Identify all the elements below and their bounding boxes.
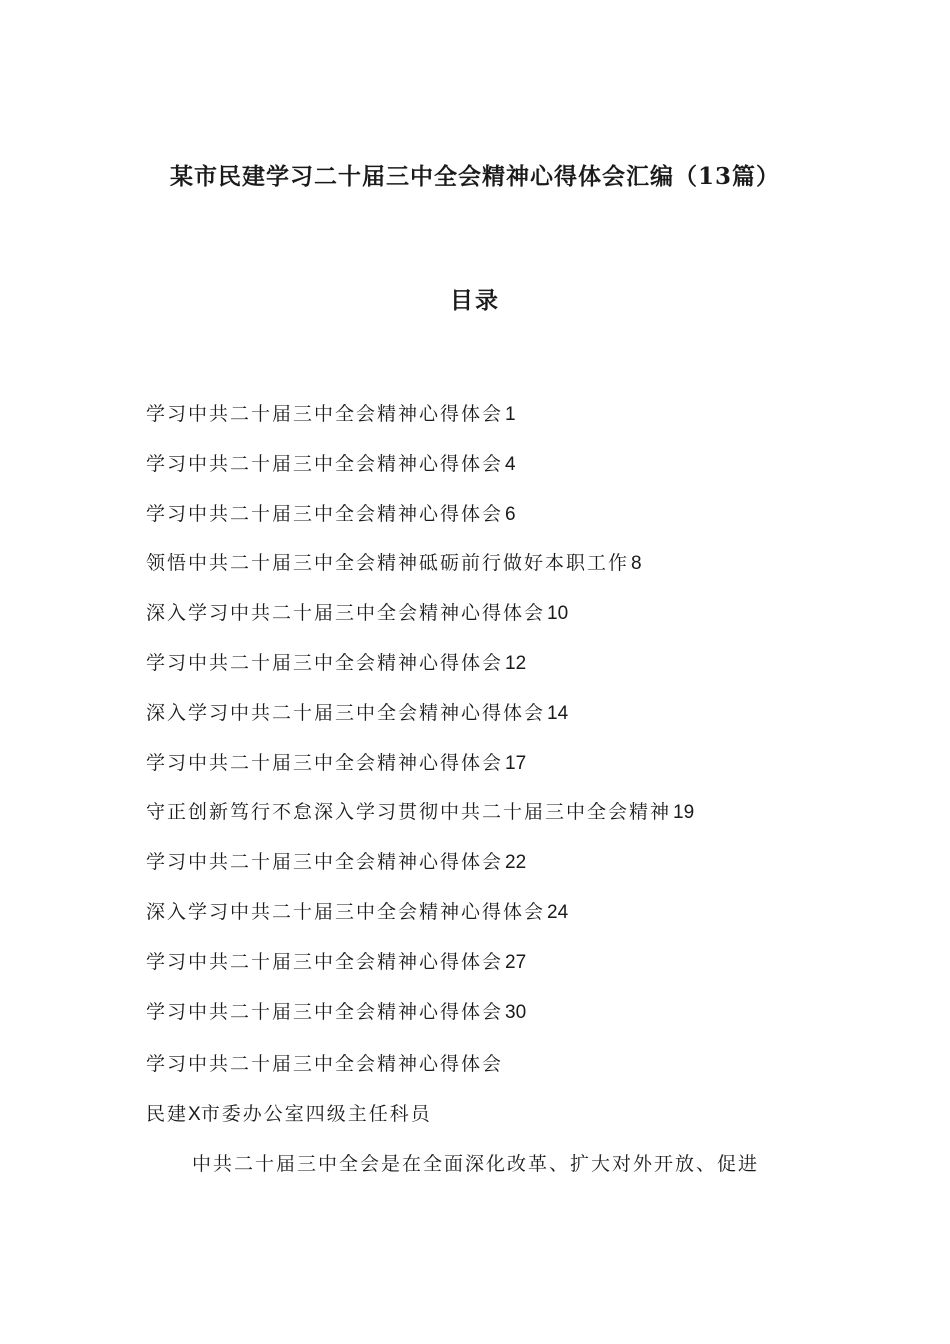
toc-entry-page: 24 (547, 901, 569, 923)
toc-entry-title: 学习中共二十届三中全会精神心得体会 (146, 452, 504, 475)
toc-entry[interactable] (146, 797, 846, 847)
toc-entry-page: 4 (505, 453, 516, 475)
toc-entry-page: 17 (505, 752, 527, 774)
toc-entry-title: 学习中共二十届三中全会精神心得体会 (146, 403, 504, 425)
article-author (146, 1099, 846, 1149)
toc-entry-title: 守正创新笃行不怠深入学习贯彻中共二十届三中全会精神 (146, 801, 672, 824)
author-suffix: 市委办公室四级主任科员 (200, 1102, 432, 1125)
toc-entry-page: 12 (505, 652, 527, 674)
toc-entry-page: 10 (547, 603, 569, 625)
document-title: 某市民建学习二十届三中全会精神心得体会汇编（13篇） (169, 163, 780, 190)
toc-entry[interactable] (146, 598, 846, 648)
toc-entry[interactable] (146, 648, 846, 698)
toc-entry-title: 学习中共二十届三中全会精神心得体会 (146, 751, 504, 774)
toc-entry-page: 14 (547, 702, 569, 724)
toc-heading: 目录 (450, 287, 500, 314)
toc-entry[interactable] (146, 698, 846, 748)
article-start (146, 1049, 846, 1198)
toc-entry[interactable] (146, 847, 846, 897)
table-of-contents (146, 399, 846, 1046)
toc-entry-title: 领悟中共二十届三中全会精神砥砺前行做好本职工作 (146, 552, 630, 575)
author-city-placeholder: X (188, 1103, 201, 1125)
toc-entry[interactable] (146, 748, 846, 798)
author-prefix: 民建 (146, 1102, 189, 1125)
toc-entry-title: 深入学习中共二十届三中全会精神心得体会 (146, 701, 546, 724)
toc-entry-title: 学习中共二十届三中全会精神心得体会 (146, 651, 504, 674)
toc-entry-title: 学习中共二十届三中全会精神心得体会 (146, 502, 504, 525)
toc-entry-page: 22 (505, 852, 527, 874)
toc-entry[interactable] (146, 897, 846, 947)
toc-entry-page: 19 (673, 802, 695, 824)
toc-entry[interactable] (146, 499, 846, 549)
toc-entry-page: 6 (505, 503, 516, 525)
toc-entry-page: 1 (505, 404, 516, 425)
toc-entry[interactable] (146, 399, 846, 449)
toc-entry-page: 27 (505, 951, 527, 973)
article-title: 学习中共二十届三中全会精神心得体会 (146, 1053, 504, 1075)
toc-entry-page: 30 (505, 1001, 527, 1023)
toc-entry-title: 学习中共二十届三中全会精神心得体会 (146, 950, 504, 973)
toc-entry[interactable] (146, 548, 846, 598)
toc-entry-title: 深入学习中共二十届三中全会精神心得体会 (146, 602, 546, 625)
toc-entry-title: 深入学习中共二十届三中全会精神心得体会 (146, 900, 546, 923)
article-paragraph: 中共二十届三中全会是在全面深化改革、扩大对外开放、促进 (192, 1152, 760, 1175)
toc-entry-title: 学习中共二十届三中全会精神心得体会 (146, 851, 504, 874)
toc-entry-page: 8 (631, 553, 642, 575)
toc-entry[interactable] (146, 997, 846, 1047)
toc-entry[interactable] (146, 449, 846, 499)
toc-entry-title: 学习中共二十届三中全会精神心得体会 (146, 1000, 504, 1023)
toc-entry[interactable] (146, 947, 846, 997)
